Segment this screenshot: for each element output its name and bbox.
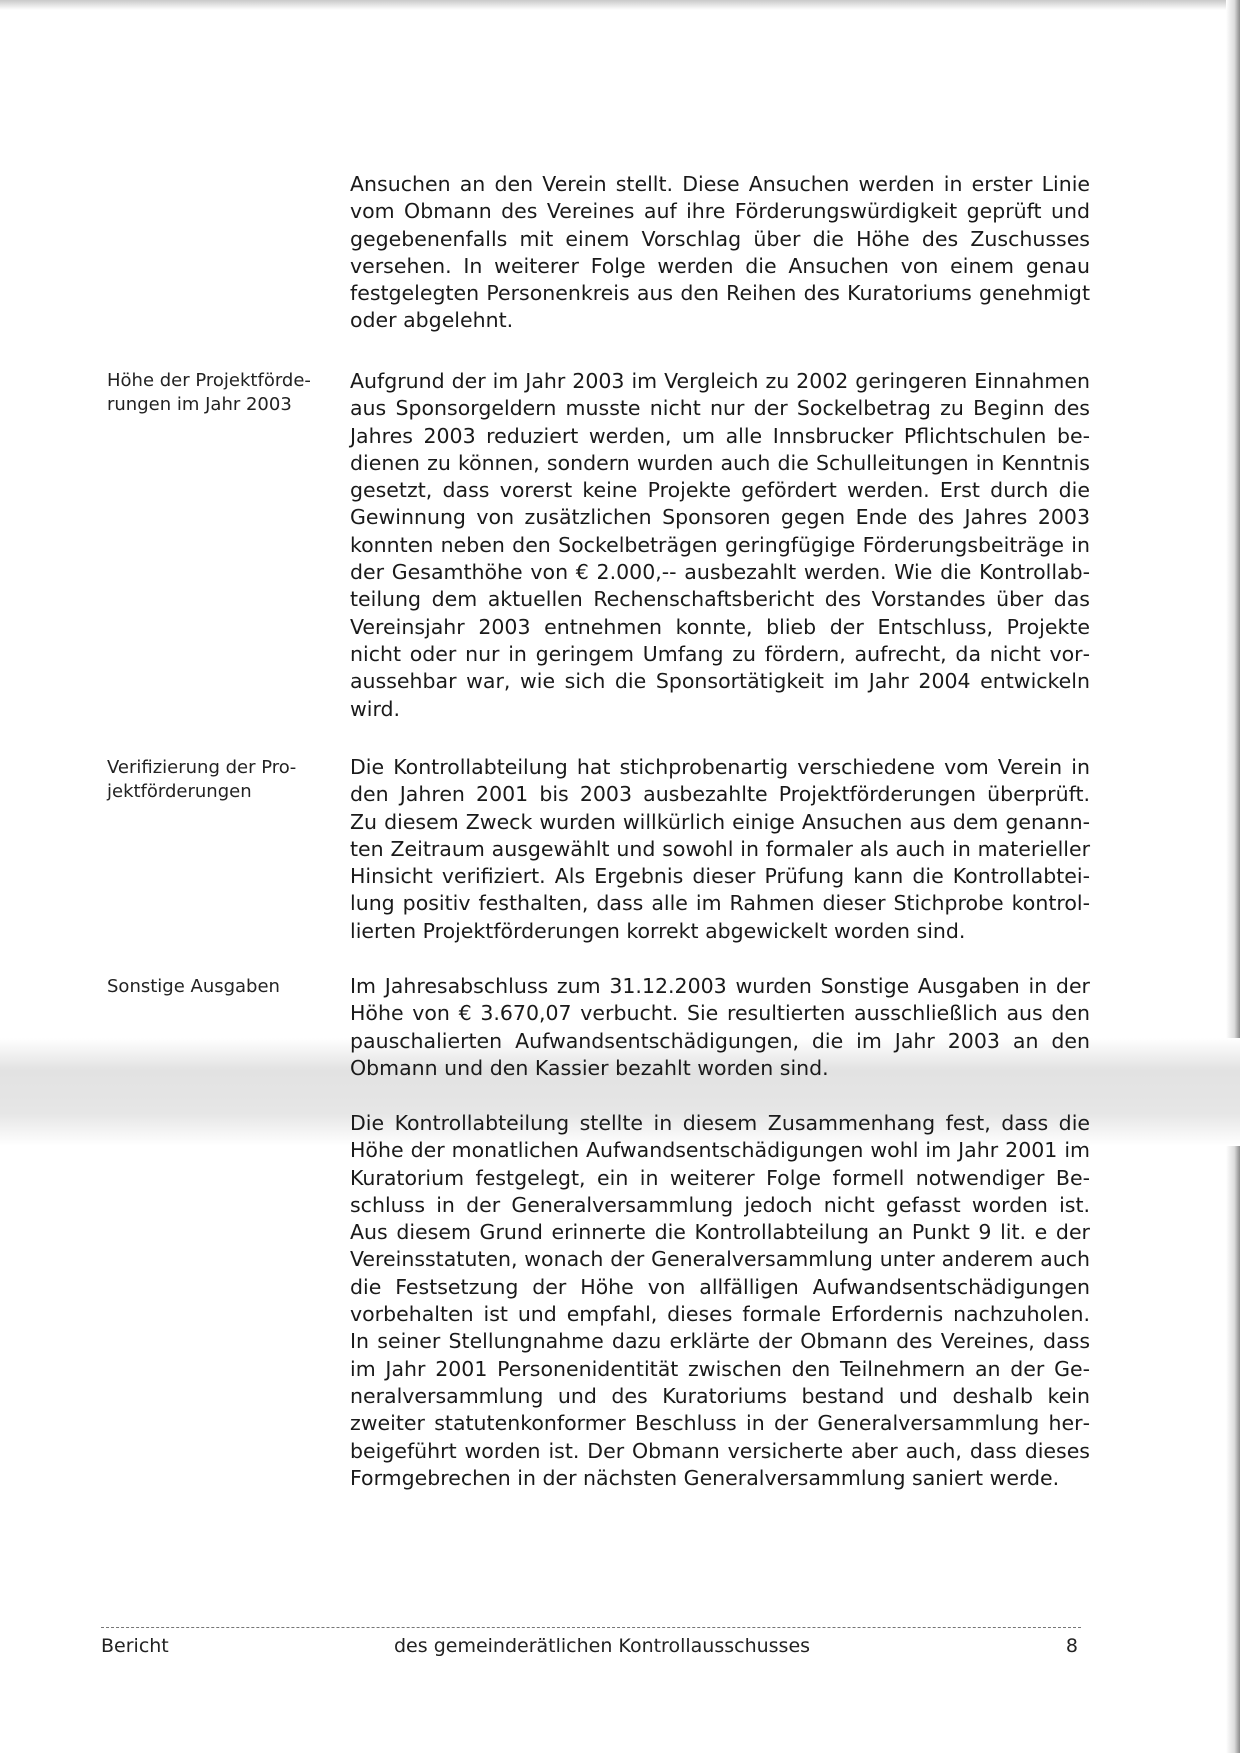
- paragraph-other-expenses: Im Jahresabschluss zum 31.12.2003 wurden Sonstige Ausgaben in der Höhe von € 3.670,07 verbucht. Sie resultierten ausschließlich aus den pauschalierten Aufwandsentschädigungen, die im Jahr 2003 an den Obmann und den Kassier bezahlt worden sind.: [350, 974, 1090, 1080]
- paragraph-allowance-resolution: Die Kontrollabteilung stellte in diesem Zusammenhang fest, dass die Höhe der monatlichen Aufwandsentschädigungen wohl im Jahr 2001 im Kuratorium festgelegt, ein in weiterer Folge formell notwendiger Beschluss in der Generalversammlung jedoch nicht gefasst worden ist. Aus diesem Grund erinnerte die Kontrollabteilung an Punkt 9 lit. e der Vereinsstatuten, wonach der Generalversammlung unter anderem auch die Festsetzung der Höhe von allfälligen Aufwandsentschädigungen vorbehalten ist und empfahl, dieses formale Erfordernis nachzuholen. In seiner Stellungnahme dazu erklärte der Obmann des Vereines, dass im Jahr 2001 Personenidentität zwischen den Teilnehmern an der Generalversammlung und des Kuratoriums bestand und deshalb kein zweiter statutenkonformer Beschluss in der Generalversammlung herbeigeführt worden ist. Der Obmann versicherte aber auch, dass dieses Formgebrechen in der nächsten Generalversammlung saniert werde.: [350, 1111, 1090, 1490]
- scan-edge-right: [1226, 0, 1240, 1753]
- footer-divider: [101, 1627, 1081, 1628]
- margin-note-other-expenses: Sonstige Ausgaben: [107, 976, 280, 997]
- paragraph-application-process: Ansuchen an den Verein stellt. Diese Ansuchen werden in erster Linie vom Obmann des Vereines auf ihre Förderungswürdigkeit geprüft und gegebenenfalls mit einem Vorschlag über die Höhe des Zuschusses versehen. In weiterer Folge werden die Ansuchen von einem genau festgelegten Personenkreis aus den Reihen des Kuratoriums genehmigt oder abgelehnt.: [350, 172, 1090, 333]
- page-number: 8: [1065, 1635, 1078, 1657]
- paragraph-project-funding-2003: Aufgrund der im Jahr 2003 im Vergleich zu 2002 geringeren Einnahmen aus Sponsorgeldern musste nicht nur der Sockelbetrag zu Beginn des Jahres 2003 reduziert werden, um alle Innsbrucker Pflichtschulen bedienen zu können, sondern wurden auch die Schulleitungen in Kenntnis gesetzt, dass vorerst keine Projekte gefördert werden. Erst durch die Gewinnung von zusätzlichen Sponsoren gegen Ende des Jahres 2003 konnten neben den Sockelbeträgen geringfügige Förderungsbeiträge in der Gesamthöhe von € 2.000,-- ausbezahlt werden. Wie die Kontrollabteilung dem aktuellen Rechenschaftsbericht des Vorstandes über das Vereinsjahr 2003 entnehmen konnte, blieb der Entschluss, Projekte nicht oder nur in geringem Umfang zu fördern, aufrecht, da nicht voraussehbar war, wie sich die Sponsortätigkeit im Jahr 2004 entwickeln wird.: [350, 369, 1090, 721]
- margin-note-project-funding-2003: Höhe der Projektförderungen im Jahr 2003: [107, 370, 311, 415]
- paragraph-verification: Die Kontrollabteilung hat stichprobenartig verschiedene vom Verein in den Jahren 2001 bis 2003 ausbezahlte Projektförderungen überprüft. Zu diesem Zweck wurden willkürlich einige Ansuchen aus dem genannten Zeitraum ausgewählt und sowohl in formaler als auch in materieller Hinsicht verifiziert. Als Ergebnis dieser Prüfung kann die Kontrollabteilung positiv festhalten, dass alle im Rahmen dieser Stichprobe kontrollierten Projektförderungen korrekt abgewickelt worden sind.: [350, 755, 1090, 943]
- scan-edge-top: [0, 0, 1240, 10]
- footer-report-label: Bericht: [101, 1635, 169, 1657]
- footer-committee-label: des gemeinderätlichen Kontrollausschusses: [394, 1635, 811, 1657]
- page-footer: [101, 1635, 1081, 1663]
- margin-note-verification: Verifizierung der Projektförderungen: [107, 757, 297, 802]
